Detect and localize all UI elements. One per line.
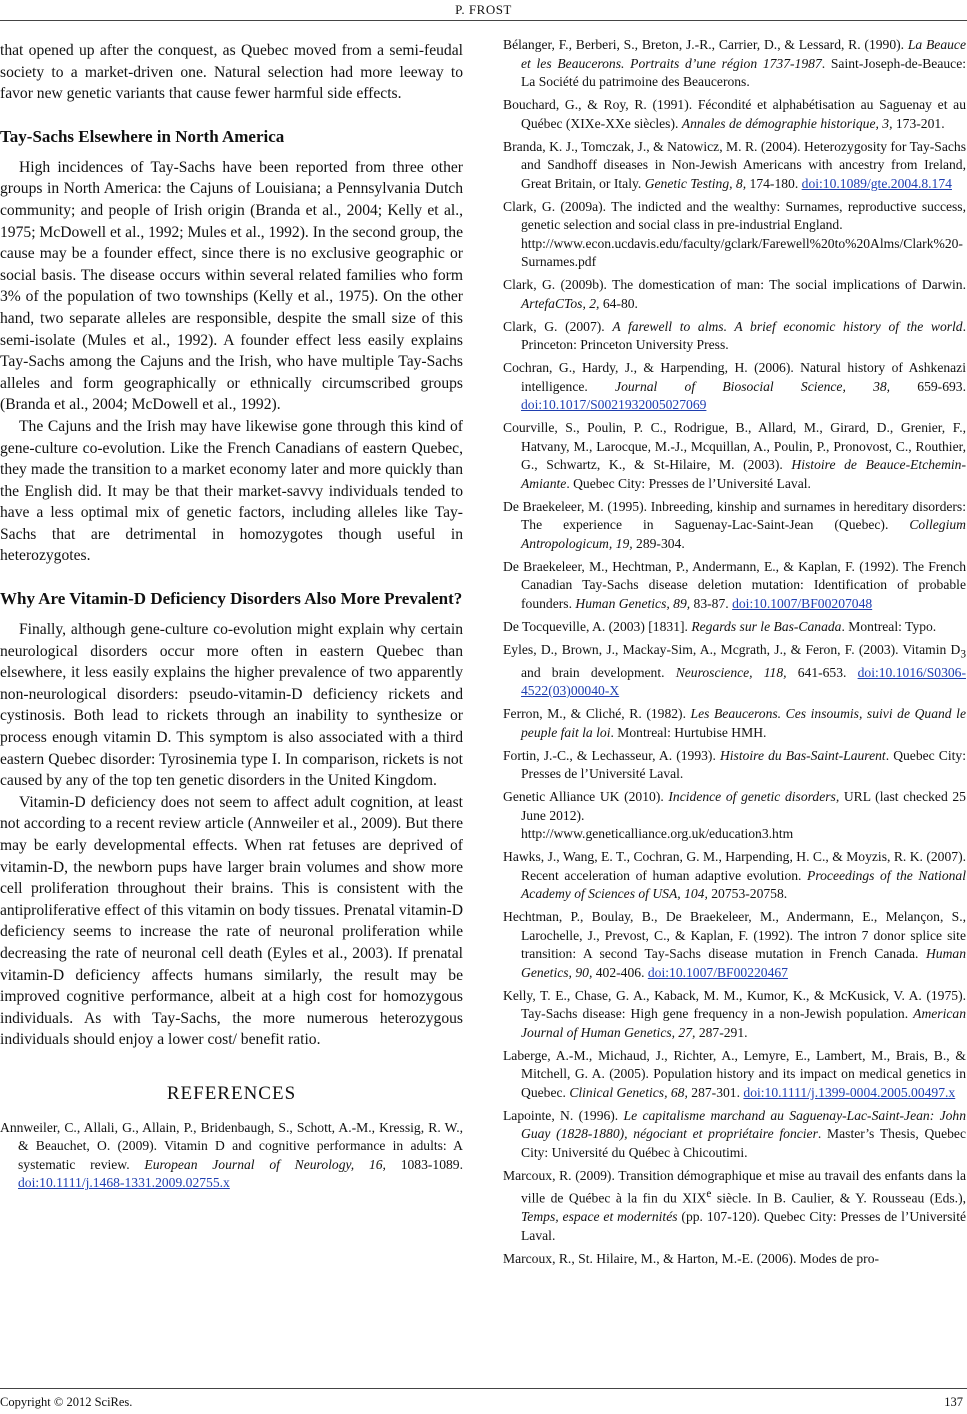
paragraph: Finally, although gene-culture co-evolution might explain why certain neurological disorders occur more often in eastern Quebec than elsewhere, it less easily explains the higher prevalence of two apparently non-neurological disorders: pseudo-vitamin-D deficiency rickets and cystinosis. Both lead to rickets through an inability to synthesize or process enough vitamin D. This symptom is also associated with a third eastern Quebec disorder: Tyrosinemia type I. In comparison, rickets is not caused by any of the top ten genetic disorders in the United Kingdom.: [0, 621, 463, 790]
footer-rule: [0, 1388, 967, 1389]
reference-item: Marcoux, R. (2009). Transition démographique et mise au travail des enfants dans la ville de Québec à la fin du XIXe siècle. In B. Caulier, & Y. Rousseau (Eds.), Temps, espace et modernités (pp. 107-120). Quebec City: Presses de l’Université Laval.: [503, 1167, 967, 1243]
reference-item: Annweiler, C., Allali, G., Allain, P., Bridenbaugh, S., Schott, A.-M., Kressig, R. W., & Beauchet, O. (2009). Vitamin D and cognitive performance in adults: A systematic review. European Journal of Neurology, 16, 1083-1089. doi:10.1111/j.1468-1331.2009.02755.x: [0, 1119, 463, 1191]
paragraph: The Cajuns and the Irish may have likewise gone through this kind of gene-culture co-evolution. Like the French Canadians of eastern Quebec, they made the transition to a market economy later and more quickly than the English did. It may be that their market-savvy individuals tended to have a less optimal mix of genetic factors, including alleles like Tay-Sachs that are detrimental in homozygotes though useful in heterozygotes.: [0, 417, 463, 565]
paragraph: High incidences of Tay-Sachs have been reported from three other groups in North America: the Cajuns of Louisiana; a Pennsylvania Dutch community; and people of Irish origin (Branda et al., 2004; Kelly et al., 1975; McDowell et al., 1992; Mules et al., 1992). In the second group, the cause may be a founder effect, since there is no exclusive geographic or social basis. The disease occurs within several related families who form 3% of the population of two townships (Kelly et al., 1975). On the other hand, two separate alleles are responsible, despite the small size of this semi-isolate (Mules et al., 1992). A founder effect less easily explains Tay-Sachs among the Cajuns and the Irish, who have multiple Tay-Sachs alleles and form geographically or ethnically circumscribed groups (Branda et al., 2004; McDowell et al., 1992).: [0, 158, 463, 414]
doi-link[interactable]: doi:10.1017/S0021932005027069: [521, 397, 707, 412]
reference-item: Clark, G. (2007). A farewell to alms. A brief economic history of the world. Princeton: Princeton University Press.: [503, 318, 967, 352]
reference-item: De Braekeleer, M., Hechtman, P., Andermann, E., & Kaplan, F. (1992). The French Canadian Tay-Sachs disease deletion mutation: Identification of probable founders. Human Genetics, 89, 83-87. doi:10.1007/BF00207048: [503, 558, 966, 611]
reference-item: De Tocqueville, A. (2003) [1831]. Regards sur le Bas-Canada. Montreal: Typo.: [503, 618, 937, 634]
doi-link[interactable]: doi:10.1111/j.1468-1331.2009.02755.x: [18, 1175, 230, 1191]
references-heading: REFERENCES: [166, 1082, 297, 1104]
header-rule: [0, 20, 967, 21]
right-column: [503, 36, 966, 1273]
reference-item: Courville, S., Poulin, P. C., Rodrigue, B., Allard, M., Girard, D., Grenier, F., Hatvany, M., Larocque, M.-J., Mcquillan, A., Poulin, P., Pronovost, C., Routhier, G., Schwartz, K., & St-Hilaire, M. (2003). Histoire de Beauce-Etchemin-Amiante. Quebec City: Presses de l’Université Laval.: [503, 420, 966, 491]
reference-item: Eyles, D., Brown, J., Mackay-Sim, A., Mcgrath, J., & Feron, F. (2003). Vitamin $D_3$ and brain development. Neuroscience, 118, 641-653. doi:10.1016/S0306-4522(03)00040-X: [503, 641, 966, 699]
reference-item: Genetic Alliance UK (2010). Incidence of genetic disorders, URL (last checked 25 June 2012). http://www.geneticalliance.org.uk/education3.htm: [503, 788, 966, 844]
section-heading-vitamin-d: Why Are Vitamin-D Deficiency Disorders Also More Prevalent?: [0, 589, 463, 609]
reference-item: Clark, G. (2009a). The indicted and the wealthy: Surnames, reproductive success, genetic selection and social class in pre-industrial England. http://www.econ.ucdavis.edu/faculty/gclark/Farewell%20to%20Alms/Clark%20-Surnames.pdf: [503, 198, 966, 272]
reference-item: Laberge, A.-M., Michaud, J., Richter, A., Lemyre, E., Lambert, M., Brais, B., & Mitchell, G. A. (2005). Population history and its impact on medical genetics in Quebec. Clinical Genetics, 68, 287-301. doi:10.1111/j.1399-0004.2005.00497.x: [503, 1047, 966, 1100]
reference-item: Hechtman, P., Boulay, B., De Braekeleer, M., Andermann, E., Melançon, S., Larochelle, J., Prevost, C., & Kaplan, F. (1992). The intron 7 donor splice site transition: A second Tay-Sachs disease mutation in French Canada. Human Genetics, 90, 402-406. doi:10.1007/BF00220467: [503, 909, 966, 980]
paragraph: Vitamin-D deficiency does not seem to affect adult cognition, at least not according to a recent review article (Annweiler et al., 2009). But there may be early developmental effects. When rat fetuses are deprived of vitamin-D, the newborn pups have larger brain volumes and show more cell proliferation throughout their brains. This is consistent with the antiproliferative effect of this vitamin on body tissues. Prenatal vitamin-D deficiency seems to increase the rate of neuronal proliferation while decreasing the rate of neuronal cell death (Eyles et al., 2003). If prenatal vitamin-D deficiency affects humans similarly, the result may be improved cognitive performance, albeit at a high cost for homozygous individuals. As with Tay-Sachs, the more numerous heterozygous individuals should enjoy a lower cost/ benefit ratio.: [0, 793, 463, 1049]
doi-link[interactable]: doi:10.1111/j.1399-0004.2005.00497.x: [743, 1084, 956, 1100]
copyright: Copyright © 2012 SciRes.: [0, 1395, 133, 1409]
reference-item: De Braekeleer, M. (1995). Inbreeding, kinship and surnames in hereditary disorders: The experience in Saguenay-Lac-Saint-Jean (Quebec). Collegium Antropologicum, 19, 289-304.: [503, 498, 966, 551]
doi-link[interactable]: doi:10.1089/gte.2004.8.174: [801, 175, 952, 191]
reference-item: Fortin, J.-C., & Lechasseur, A. (1993). Histoire du Bas-Saint-Laurent. Quebec City: Presses de l’Université Laval.: [503, 747, 966, 782]
reference-item: Bouchard, G., & Roy, R. (1991). Fécondité et alphabétisation au Saguenay et au Québec (XIXe-XXe siècles). Annales de démographie historique, 3, 173-201.: [503, 97, 966, 131]
paragraph: that opened up after the conquest, as Quebec moved from a semi-feudal society to a market-driven one. Natural selection had more leeway to favor new genetic variants that cause fewer harmful side effects.: [0, 42, 463, 103]
reference-item: Kelly, T. E., Chase, G. A., Kaback, M. M., Kumor, K., & McKusick, V. A. (1975). Tay-Sachs disease: High gene frequency in a non-Jewish population. American Journal of Human Genetics, 27, 287-291.: [503, 987, 966, 1040]
reference-item: Cochran, G., Hardy, J., & Harpending, H. (2006). Natural history of Ashkenazi intelligence. Journal of Biosocial Science, 38, 659-693. doi:10.1017/S0021932005027069: [503, 360, 966, 412]
reference-item: Lapointe, N. (1996). Le capitalisme marchand au Saguenay-Lac-Saint-Jean: John Guay (1828-1880), négociant et propriétaire foncier. Master’s Thesis, Quebec City: Université du Québec à Chicoutimi.: [503, 1107, 966, 1160]
reference-url[interactable]: http://www.econ.ucdavis.edu/faculty/gclark/Farewell%20to%20Alms/Clark%20-Surnames.pdf: [521, 235, 963, 269]
reference-item: Hawks, J., Wang, E. T., Cochran, G. M., Harpending, H. C., & Moyzis, R. K. (2007). Recent acceleration of human adaptive evolution. Proceedings of the National Academy of Sciences of USA, 104, 20753-20758.: [503, 849, 966, 902]
doi-link[interactable]: doi:10.1007/BF00220467: [647, 964, 788, 980]
page-number: 137: [944, 1395, 963, 1409]
left-column: [0, 40, 463, 1197]
doi-link[interactable]: doi:10.1016/S0306-4522(03)00040-X: [521, 664, 966, 699]
reference-item: Ferron, M., & Cliché, R. (1982). Les Beaucerons. Ces insoumis, suivi de Quand le peuple fait la loi. Montreal: Hurtubise HMH.: [503, 706, 966, 740]
reference-url[interactable]: http://www.geneticalliance.org.uk/education3.htm: [521, 826, 794, 842]
running-head: P. FROST: [455, 2, 512, 17]
reference-item: Branda, K. J., Tomczak, J., & Natowicz, M. R. (2004). Heterozygosity for Tay-Sachs and Sandhoff diseases in Non-Jewish Americans with ancestry from Ireland, Great Britain, or Italy. Genetic Testing, 8, 174-180. doi:10.1089/gte.2004.8.174: [503, 138, 966, 191]
section-heading-tay-sachs: Tay-Sachs Elsewhere in North America: [0, 126, 285, 146]
reference-item: Marcoux, R., St. Hilaire, M., & Harton, M.-E. (2006). Modes de pro-: [503, 1250, 880, 1266]
reference-item: Clark, G. (2009b). The domestication of man: The social implications of Darwin. ArtefaCTos, 2, 64-80.: [503, 277, 966, 311]
doi-link[interactable]: doi:10.1007/BF00207048: [732, 595, 873, 611]
reference-item: Bélanger, F., Berberi, S., Breton, J.-R., Carrier, D., & Lessard, R. (1990). La Beauce et les Beaucerons. Portraits d’une région 1737-1987. Saint-Joseph-de-Beauce: La Société du patrimoine des Beaucerons.: [503, 37, 967, 89]
